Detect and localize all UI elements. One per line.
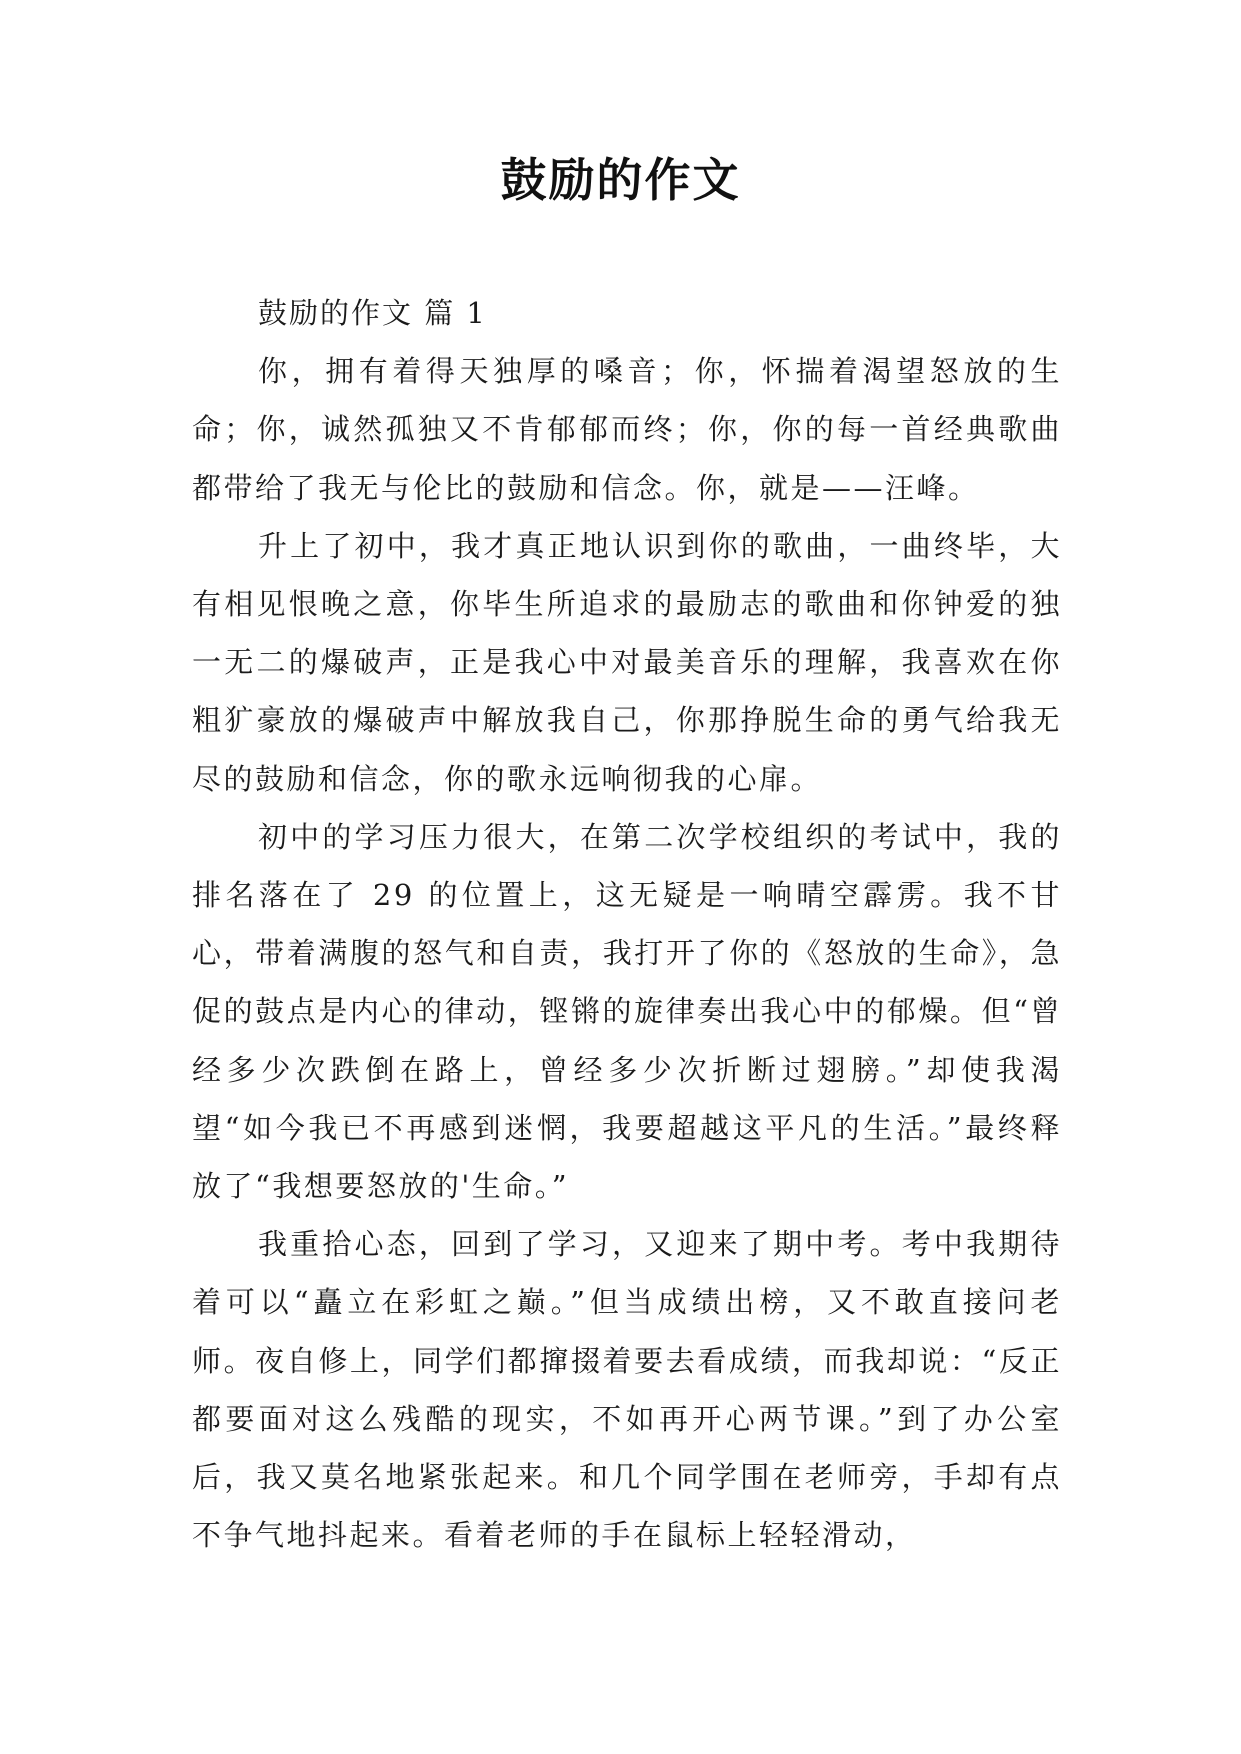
- paragraph-4: 我重拾心态，回到了学习，又迎来了期中考。考中我期待着可以“矗立在彩虹之巅。”但当成绩出榜，又不敢直接问老师。夜自修上，同学们都撺掇着要去看成绩，而我却说：“反正都要面对这么残酷的现实，不如再开心两节课。”到了办公室后，我又莫名地紧张起来。和几个同学围在老师旁，手却有点不争气地抖起来。看着老师的手在鼠标上轻轻滑动，: [192, 1227, 1062, 1553]
- paragraph-3: 初中的学习压力很大，在第二次学校组织的考试中，我的排名落在了 29 的位置上，这无疑是一响晴空霹雳。我不甘心，带着满腹的怒气和自责，我打开了你的《怒放的生命》，急促的鼓点是内心的律动，铿锵的旋律奏出我心中的郁燥。但“曾经多少次跌倒在路上，曾经多少次折断过翅膀。”却使我渴望“如今我已不再感到迷惘，我要超越这平凡的生活。”最终释放了“我想要怒放的'生命。”: [192, 819, 1062, 1204]
- section-heading: 鼓励的作文 篇 1: [258, 296, 487, 330]
- paragraph-2: 升上了初中，我才真正地认识到你的歌曲，一曲终毕，大有相见恨晚之意，你毕生所追求的最励志的歌曲和你钟爱的独一无二的爆破声，正是我心中对最美音乐的理解，我喜欢在你粗犷豪放的爆破声中解放我自己，你那挣脱生命的勇气给我无尽的鼓励和信念，你的歌永远响彻我的心扉。: [192, 528, 1062, 796]
- paragraph-1: 你，拥有着得天独厚的嗓音；你，怀揣着渴望怒放的生命；你，诚然孤独又不肯郁郁而终；你，你的每一首经典歌曲都带给了我无与伦比的鼓励和信念。你，就是——汪峰。: [192, 354, 1062, 505]
- document-body: [192, 284, 1062, 1564]
- document-title: 鼓励的作文: [500, 153, 741, 207]
